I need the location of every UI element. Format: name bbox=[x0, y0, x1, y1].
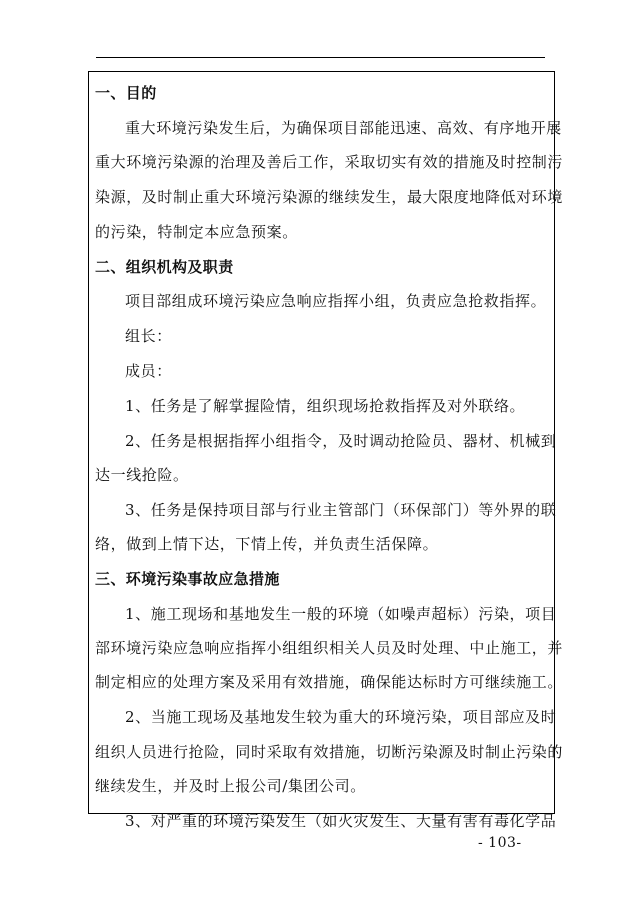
document-body bbox=[95, 84, 564, 830]
section-heading-purpose: 一、目的 bbox=[95, 84, 157, 102]
paragraph-line: 重大环境污染源的治理及善后工作，采取切实有效的措施及时控制污 bbox=[95, 153, 564, 171]
paragraph-line: 重大环境污染发生后，为确保项目部能迅速、高效、有序地开展 bbox=[125, 119, 562, 137]
paragraph-line: 继续发生，并及时上报公司/集团公司。 bbox=[95, 777, 366, 795]
page-number: - 103- bbox=[478, 835, 522, 851]
header-rule bbox=[96, 57, 545, 58]
paragraph-line: 的污染，特制定本应急预案。 bbox=[95, 223, 298, 241]
team-members-label: 成员： bbox=[125, 362, 172, 380]
section-heading-organization: 二、组织机构及职责 bbox=[95, 258, 234, 276]
paragraph-line: 染源，及时制止重大环境污染源的继续发生，最大限度地降低对环境 bbox=[95, 188, 564, 206]
team-leader-label: 组长： bbox=[125, 327, 172, 345]
paragraph-line: 1、任务是了解掌握险情，组织现场抢救指挥及对外联络。 bbox=[125, 397, 526, 415]
paragraph-line: 3、对严重的环境污染发生（如火灾发生、大量有害有毒化学品 bbox=[125, 812, 557, 830]
section-heading-measures: 三、环境污染事故应急措施 bbox=[95, 570, 280, 588]
paragraph-line: 部环境污染应急响应指挥小组组织相关人员及时处理、中止施工，并 bbox=[95, 639, 564, 657]
paragraph-line: 络，做到上情下达，下情上传，并负责生活保障。 bbox=[95, 535, 439, 553]
paragraph-line: 制定相应的处理方案及采用有效措施，确保能达标时方可继续施工。 bbox=[95, 673, 564, 691]
paragraph-line: 项目部组成环境污染应急响应指挥小组，负责应急抢救指挥。 bbox=[125, 292, 547, 310]
paragraph-line: 1、施工现场和基地发生一般的环境（如噪声超标）污染，项目 bbox=[125, 605, 557, 623]
paragraph-line: 2、当施工现场及基地发生较为重大的环境污染，项目部应及时 bbox=[125, 708, 557, 726]
content-frame bbox=[88, 71, 564, 830]
paragraph-line: 组织人员进行抢险，同时采取有效措施，切断污染源及时制止污染的 bbox=[95, 743, 564, 761]
paragraph-line: 2、任务是根据指挥小组指令，及时调动抢险员、器材、机械到 bbox=[125, 432, 557, 450]
paragraph-line: 达一线抢险。 bbox=[95, 466, 189, 484]
paragraph-line: 3、任务是保持项目部与行业主管部门（环保部门）等外界的联 bbox=[125, 501, 557, 519]
